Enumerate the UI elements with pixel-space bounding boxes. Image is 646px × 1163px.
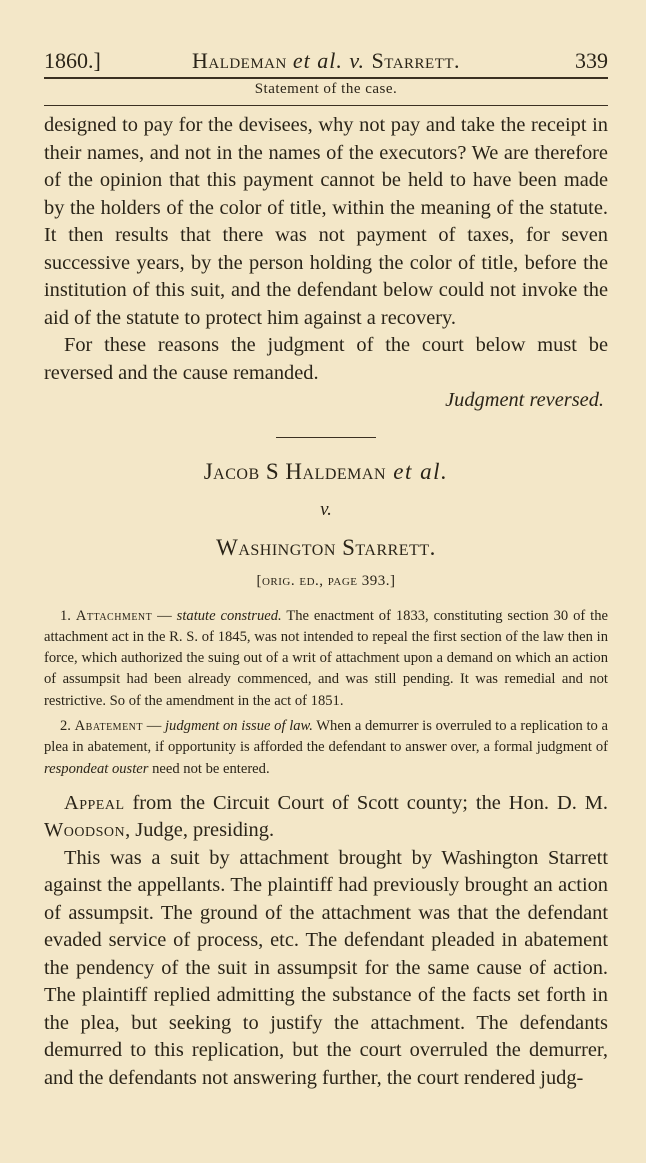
section-divider [276, 437, 376, 438]
opinion-paragraph-2: For these reasons the judgment of the court below must be reversed and the cause remanded. [44, 334, 608, 384]
syllabus-1-number: 1. [60, 607, 76, 624]
running-header [44, 44, 608, 76]
syllabus [44, 606, 608, 780]
appeal-lead: Appeal [64, 791, 125, 814]
syllabus-item-2 [44, 716, 608, 780]
judgment-line: Judgment reversed. [445, 389, 604, 411]
case-defendant: Washington Starrett. [216, 534, 436, 560]
page-body [44, 112, 608, 1092]
appeal-judge: Woodson [44, 819, 126, 842]
appeal-text-a: from the Circuit Court of Scott county; the Hon. D. M. [124, 791, 608, 814]
plaintiff-etal: et al. [386, 458, 449, 484]
header-page-number: 339 [575, 48, 608, 73]
header-year: 1860.] [44, 48, 101, 73]
plaintiff-name: Jacob S Haldeman [203, 458, 387, 484]
case-plaintiff [44, 456, 608, 488]
header-title-suffix: Starrett. [371, 48, 461, 73]
case-versus: v. [320, 498, 332, 520]
header-rule [44, 77, 608, 79]
syllabus-2-topic: Abatement [74, 717, 144, 734]
header-title-v: v. [342, 48, 372, 73]
syllabus-1-subtopic: statute construed. [176, 607, 282, 624]
header-title-prefix: Haldeman [191, 48, 293, 73]
syllabus-1-topic: Attachment [75, 607, 153, 624]
syllabus-2-latin-term: respondeat ouster [44, 760, 149, 777]
statement-subheader: Statement of the case. [254, 81, 398, 97]
appeal-text-b: , Judge, presiding. [125, 819, 275, 842]
syllabus-2-number: 2. [60, 717, 75, 734]
appeal-paragraph [44, 790, 608, 845]
original-edition-reference: [orig. ed., page 393.] [256, 572, 396, 589]
syllabus-2-dash: — [143, 717, 165, 734]
syllabus-2-text-after: need not be entered. [148, 760, 270, 777]
header-title-etal: et al. [292, 48, 343, 73]
header-case-title [44, 48, 608, 74]
syllabus-2-text-before: When a demurrer is overruled to a replication to a plea in abatement, if opportunity is afforded the defendant to answer over, a formal judgment of [44, 717, 609, 756]
syllabus-2-subtopic: judgment on issue of law. [165, 717, 313, 734]
syllabus-1-dash: — [152, 607, 177, 624]
subheader-rule [44, 105, 608, 106]
opinion-paragraph-1: designed to pay for the devisees, why not pay and take the receipt in their names, and not in the names of the executors? We are therefore of the opinion that this payment cannot be held to have been made by the holders of the color of title, within the meaning of the statute. It then results that there was not payment of taxes, for seven successive years, by the person holding the color of title, before the institution of this suit, and the defendant below could not invoke the aid of the statute to protect him against a recovery. [44, 114, 608, 329]
statement-paragraph: This was a suit by attachment brought by Washington Starrett against the appellants. The plaintiff had previously brought an action of assumpsit. The ground of the attachment was that the defendant evaded service of process, etc. The defendant pleaded in abatement the pendency of the suit in assumpsit for the same cause of action. The plaintiff replied admitting the substance of the facts set forth in the plea, but seeking to justify the attachment. The defendants demurred to this replication, but the court overruled the demurrer, and the defendants not answering further, the court rendered judg- [44, 846, 608, 1089]
syllabus-1-text: The enactment of 1833, constituting section 30 of the attachment act in the R. S. of 1845, was not intended to repeal the first section of the law then in force, which authorized the suing out of a writ of attachment upon a demand on which an action of assumpsit had been already commenced, and was still pending. It was remedial and not restrictive. So of the amendment in the act of 1851. [44, 607, 609, 709]
syllabus-item-1 [44, 606, 608, 712]
